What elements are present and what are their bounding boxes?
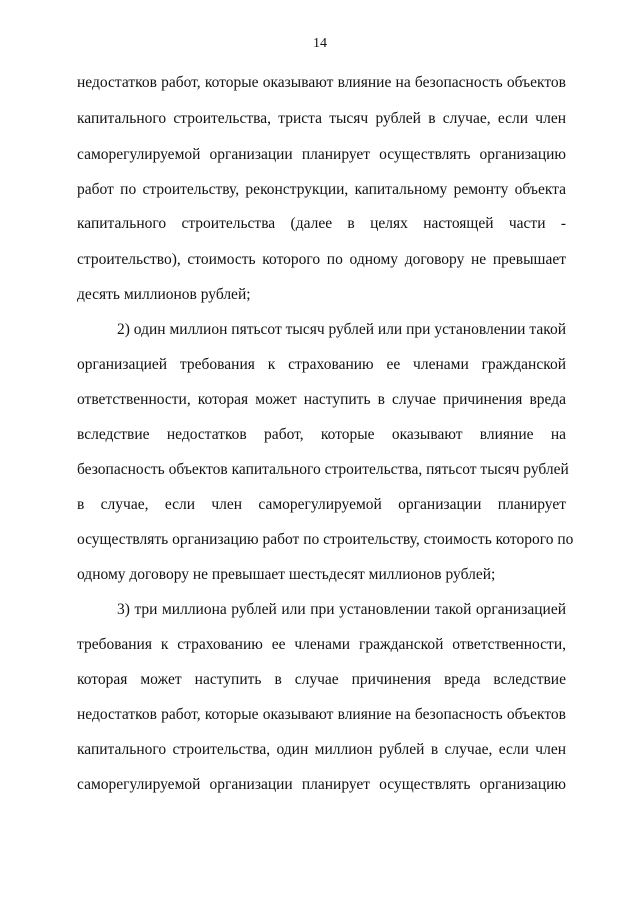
text-line: организацией требования к страхованию ее членами гражданской [77,356,566,373]
text-line: которая может наступить в случае причинения вреда вследствие [77,671,566,688]
text-line: безопасность объектов капитального строительства, пятьсот тысяч рублей [77,461,569,478]
text-line: саморегулируемой организации планирует осуществлять организацию [77,776,566,793]
text-line: работ по строительству, реконструкции, капитальному ремонту объекта [77,181,566,198]
text-line: строительство), стоимость которого по одному договору не превышает [77,251,566,268]
text-line: недостатков работ, которые оказывают влияние на безопасность объектов [77,706,566,723]
text-line: вследствие недостатков работ, которые оказывают влияние на [77,426,566,443]
text-line: в случае, если член саморегулируемой организации планирует [77,496,566,513]
text-line: требования к страхованию ее членами гражданской ответственности, [77,636,566,653]
text-line: одному договору не превышает шестьдесят миллионов рублей; [77,566,496,583]
text-line: 2) один миллион пятьсот тысяч рублей или при установлении такой [117,321,566,338]
text-line: саморегулируемой организации планирует осуществлять организацию [77,146,566,163]
text-line: капитального строительства, триста тысяч рублей в случае, если член [77,110,566,127]
text-line: недостатков работ, которые оказывают влияние на безопасность объектов [77,74,566,91]
text-line: капитального строительства (далее в целях настоящей части - [77,215,566,232]
text-line: осуществлять организацию работ по строительству, стоимость которого по [77,531,574,548]
text-line: 3) три миллиона рублей или при установлении такой организацией [117,601,566,618]
text-line: ответственности, которая может наступить в случае причинения вреда [77,391,566,408]
page-number: 14 [313,36,327,51]
text-line: десять миллионов рублей; [77,286,251,303]
text-line: капитального строительства, один миллион рублей в случае, если член [77,741,566,758]
